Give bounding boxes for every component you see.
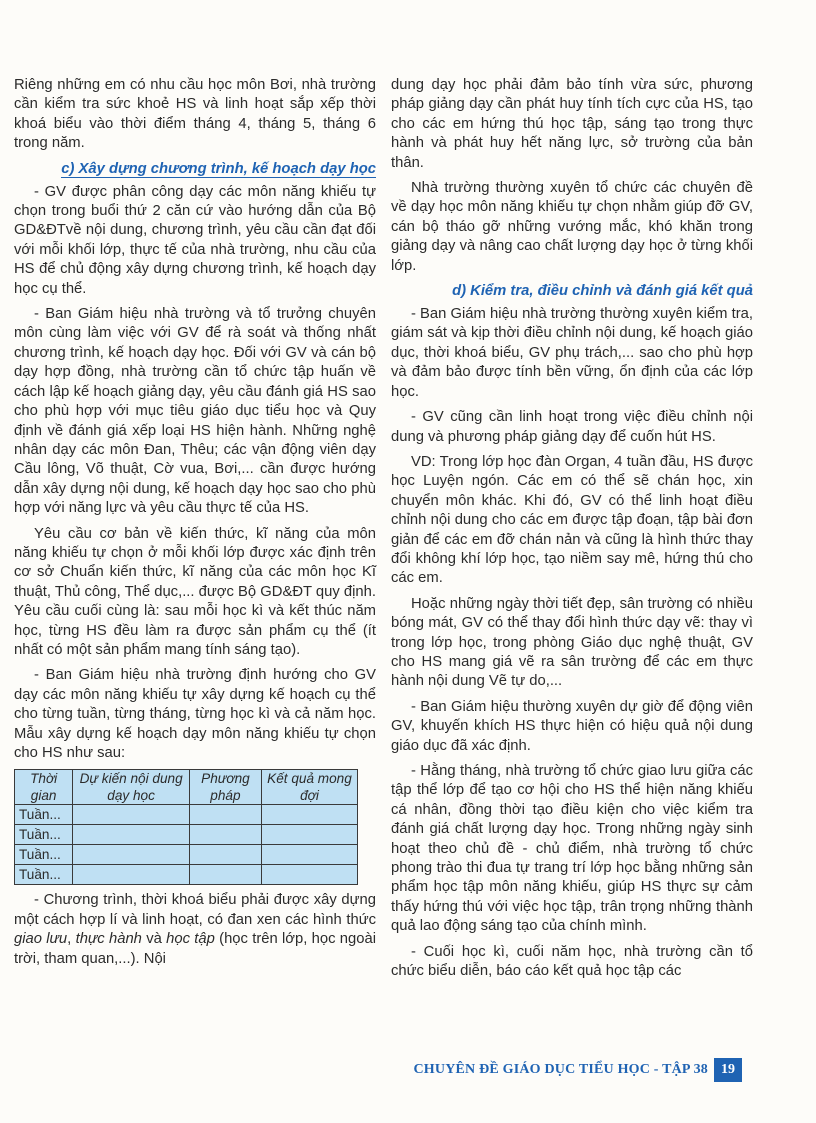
section-heading-c	[14, 160, 376, 179]
paragraph: - Hằng tháng, nhà trường tổ chức giao lưu giữa các tập thể lớp để tạo cơ hội cho HS thể hiện năng khiếu cá nhân, đồng thời tạo điều kiện cho việc kiểm tra đánh giá chất lượng dạy học. Trong những ngày sinh hoạt theo chủ đề - chủ điểm, nhà trường tổ chức phong trào thi đua tự trang trí lớp học bằng những sản phẩm học tập môn năng khiếu, giúp HS thực sự cảm thấy hứng thú với việc học tập, trân trọng những thành quả lao động sáng tạo của chính mình.	[391, 763, 753, 935]
paragraph: - Ban Giám hiệu nhà trường và tổ trưởng chuyên môn cùng làm việc với GV để rà soát và thống nhất chương trình, kế hoạch dạy học. Đối với GV và cán bộ dạy hợp đồng, nhà trường cần tổ chức tập huấn về cách lập kế hoạch giảng dạy, yêu cầu đánh giá HS sao cho phù hợp với mục tiêu giáo dục tiểu học và Quy định về đánh giá xếp loại HS hiện hành. Những nghệ nhân dạy các môn Đan, Thêu; các vận động viên dạy Cầu lông, Võ thuật, Cờ vua, Bơi,... cần được hướng dẫn xây dựng nội dung, kế hoạch dạy học sao cho phù hợp với năng lực và yêu cầu thực tế của HS.	[14, 306, 376, 517]
table-cell: Tuần...	[15, 865, 73, 885]
right-column	[391, 76, 753, 987]
paragraph: Nhà trường thường xuyên tổ chức các chuyên đề về dạy học môn năng khiếu tự chọn nhằm giúp đỡ GV, cán bộ tháo gỡ những vướng mắc, khó khăn trong giảng dạy và nâng cao chất lượng dạy học ở từng khối lớp.	[391, 180, 753, 274]
table-row	[15, 825, 358, 845]
paragraph: - Cuối học kì, cuối năm học, nhà trường cần tổ chức biểu diễn, báo cáo kết quả học tập các	[391, 943, 753, 980]
paragraph: Yêu cầu cơ bản về kiến thức, kĩ năng của môn năng khiếu tự chọn ở mỗi khối lớp được xác định trên cơ sở Chuẩn kiến thức, kĩ năng của các môn học Kĩ thuật, Thủ công, Thể dục,... được Bộ GD&ĐT quy định. Yêu cầu cuối cùng là: sau mỗi học kì và kết thúc năm học, từng HS đều làm ra được sản phẩm cụ thể (ít nhất có một sản phẩm mang tính sáng tạo).	[14, 525, 376, 658]
paragraph: - Ban Giám hiệu nhà trường định hướng cho GV dạy các môn năng khiếu tự xây dựng kế hoạch cụ thể cho từng tuần, từng tháng, từng học kì và cả năm học. Mẫu xây dựng kế hoạch dạy môn năng khiếu tự chọn cho HS như sau:	[14, 667, 376, 761]
table-cell: Tuần...	[15, 825, 73, 845]
paragraph: VD: Trong lớp học đàn Organ, 4 tuần đầu, HS được học Luyện ngón. Các em có thể sẽ chán học, xin chuyển môn khác. Khi đó, GV có thể linh hoạt điều chỉnh nội dung cho các em được tập đoạn, tập bài đơn giản để các em đỡ chán nản và cũng là hình thức thay đổi không khí lớp học, tạo niềm say mê, hứng thú cho các em.	[391, 453, 753, 587]
paragraph: - Ban Giám hiệu nhà trường thường xuyên kiểm tra, giám sát và kịp thời điều chỉnh nội dung, kế hoạch giáo dục, thời khoá biểu, GV phụ trách,... sao cho phù hợp và đảm bảo được tính bền vững, ổn định của các lớp học.	[391, 306, 753, 400]
table-row	[15, 805, 358, 825]
page-footer	[414, 1058, 743, 1082]
column-header: Thời gian	[15, 770, 73, 805]
paragraph: - GV cũng cần linh hoạt trong việc điều chỉnh nội dung và phương pháp giảng dạy để cuốn hút HS.	[391, 409, 753, 445]
column-header: Phương pháp	[189, 770, 261, 805]
column-header: Kết quả mong đợi	[261, 770, 357, 805]
paragraph: Hoặc những ngày thời tiết đẹp, sân trường có nhiều bóng mát, GV có thể thay đổi hình thức dạy vẽ: thay vì trong lớp học, trong phòng Giáo dục nghệ thuật, GV cho HS mang giá vẽ ra sân trường để các em thực hành nội dung Vẽ tự do,...	[391, 595, 753, 690]
table-cell: Tuần...	[15, 845, 73, 865]
paragraph: Riêng những em có nhu cầu học môn Bơi, nhà trường cần kiểm tra sức khoẻ HS và linh hoạt sắp xếp thời khoá biểu vào thời điểm tháng 4, tháng 5, tháng 6 trong năm.	[14, 77, 376, 152]
left-column	[14, 76, 376, 975]
paragraph: dung dạy học phải đảm bảo tính vừa sức, phương pháp giảng dạy cần phát huy tính tích cực của HS, tạo cho các em hứng thú học tập, sáng tạo trong thực hành và phát huy hết năng lực, sở trường của bản thân.	[391, 77, 753, 171]
journal-title: CHUYÊN ĐỀ GIÁO DỤC TIỂU HỌC - TẬP 38	[413, 1062, 708, 1077]
paragraph: - Ban Giám hiệu thường xuyên dự giờ để động viên GV, khuyến khích HS thực hiện có hiệu quả nội dung giáo dục đã xác định.	[391, 698, 753, 754]
lesson-plan-table	[14, 769, 358, 885]
table-header-row	[15, 770, 358, 805]
section-heading-d-text: d) Kiểm tra, điều chỉnh và đánh giá kết quả	[452, 283, 753, 300]
page-number: 19	[714, 1058, 742, 1082]
table-row	[15, 865, 358, 885]
paragraph: - Chương trình, thời khoá biểu phải được xây dựng một cách hợp lí và linh hoạt, có đan xen các hình thức giao lưu, thực hành và học tập (học trên lớp, học ngoài trời, tham quan,...). Nội	[14, 892, 376, 967]
section-heading-d	[391, 282, 753, 301]
table-row	[15, 845, 358, 865]
table-cell: Tuần...	[15, 805, 73, 825]
column-header: Dự kiến nội dung dạy học	[73, 770, 190, 805]
paragraph: - GV được phân công dạy các môn năng khiếu tự chọn trong buổi thứ 2 căn cứ vào hướng dẫn của Bộ GD&ĐTvề nội dung, chương trình, yêu cầu cần đạt đối với mỗi khối lớp, thực tế của nhà trường, nhu cầu của HS để chủ động xây dựng chương trình, kế hoạch dạy học cụ thể.	[14, 183, 376, 297]
section-heading-c-text: c) Xây dựng chương trình, kế hoạch dạy học	[61, 160, 376, 177]
